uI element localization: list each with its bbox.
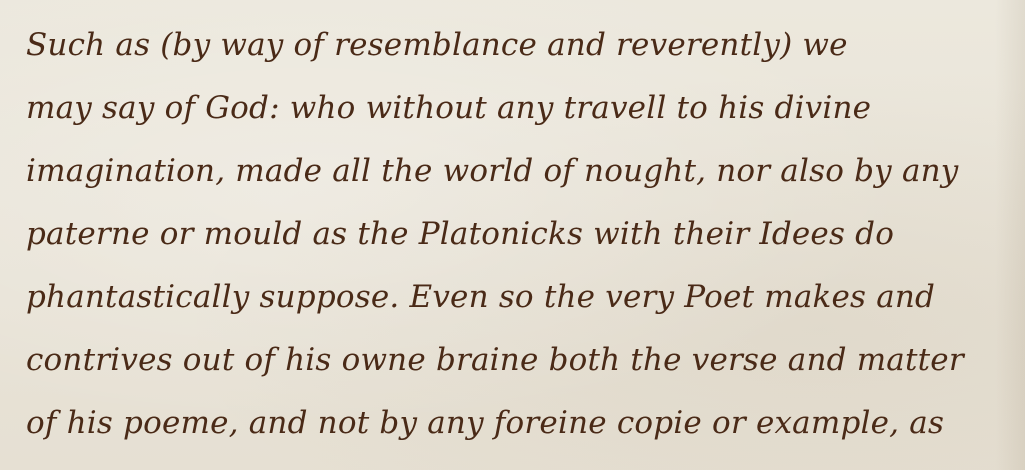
text-line-1: Such as (by way of resemblance and reverently) we <box>26 27 848 63</box>
text-line-2: may say of God: who without any travell to his divine <box>26 90 872 126</box>
text-line-4: paterne or mould as the Platonicks with their Idees do <box>26 216 895 252</box>
text-line-3: imagination, made all the world of nought, nor also by any <box>26 153 959 189</box>
text-line-6: contrives out of his owne braine both the verse and matter <box>26 342 964 378</box>
text-line-7: of his poeme, and not by any foreine copie or example, as <box>26 405 945 441</box>
text-line-5: phantastically suppose. Even so the very Poet makes and <box>26 279 936 315</box>
handwritten-text-block <box>26 14 1011 455</box>
